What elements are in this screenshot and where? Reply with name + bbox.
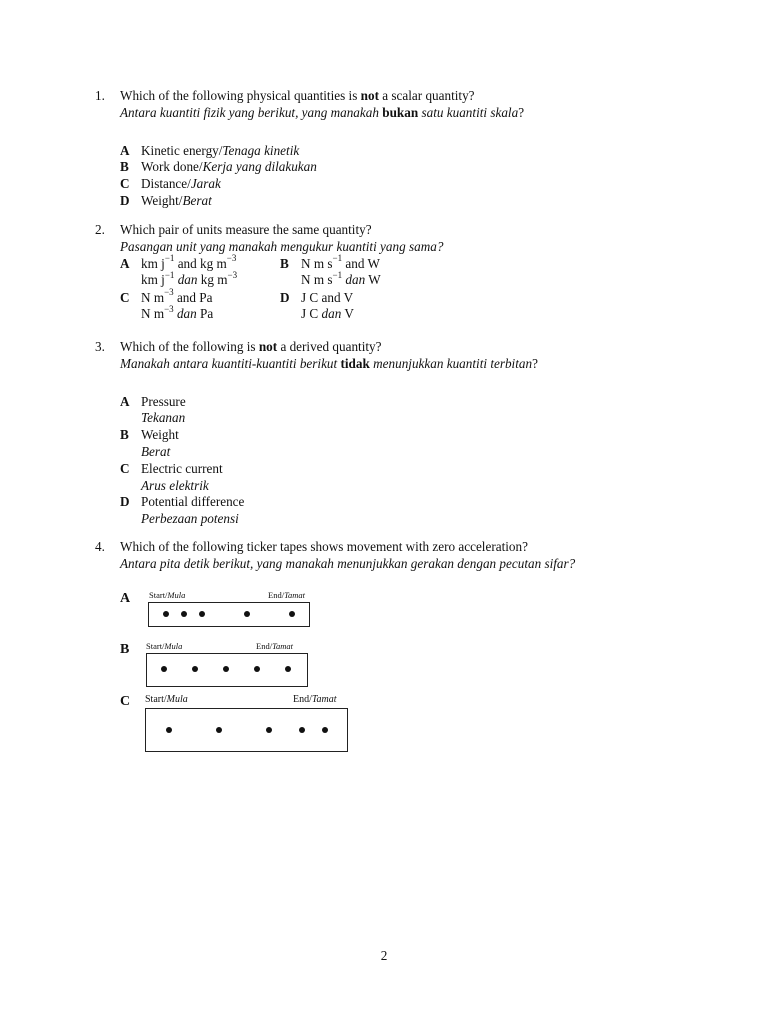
tape-dot (181, 611, 187, 617)
option-letter: B (120, 642, 130, 657)
question-text-en: Which of the following is not a derived quantity? (120, 339, 382, 354)
option-b[interactable]: B N m $s^{-1}$ and W N m $s^{-1}$ dan W (280, 253, 381, 288)
tape-start-label: Start/Mula (149, 590, 186, 600)
tape-dot (254, 666, 260, 672)
option-a[interactable] (120, 590, 320, 640)
tape-dot (163, 611, 169, 617)
question-text-ms: Antara pita detik berikut, yang manakah menunjukkan gerakan dengan pecutan sifar? (120, 555, 576, 571)
question-4 (95, 539, 715, 573)
option-c[interactable]: C Distance/Jarak (120, 176, 221, 192)
tape-dot (285, 666, 291, 672)
option-d[interactable]: D Weight/Berat (120, 192, 212, 208)
option-a[interactable]: A Kinetic energy/Tenaga kinetik (120, 142, 300, 158)
option-letter: A (120, 591, 131, 606)
tape-strip (148, 602, 310, 627)
tape-start-label: Start/Mula (145, 694, 188, 705)
option-c[interactable]: C N $m^{-3}$ and Pa N $m^{-3}$ dan Pa (120, 287, 214, 322)
option-b[interactable]: B Work done/Kerja yang dilakukan (120, 159, 317, 175)
tape-end-label: End/Tamat (256, 641, 294, 651)
ticker-tape-c (145, 694, 350, 752)
question-number: 4. (95, 539, 105, 554)
tape-dot (199, 611, 205, 617)
tape-dot (299, 727, 305, 733)
page-number: 2 (380, 948, 388, 963)
question-3 (95, 339, 715, 528)
tape-dot (322, 727, 328, 733)
question-number: 3. (95, 339, 105, 354)
tape-dot (216, 727, 222, 733)
option-a[interactable]: A Pressure Tekanan (120, 393, 186, 426)
question-1 (95, 88, 715, 210)
question-number: 1. (95, 88, 105, 103)
question-number: 2. (95, 222, 105, 237)
option-d[interactable]: D J C and V J C dan V (280, 289, 354, 322)
tape-strip (146, 653, 308, 687)
tape-dot (244, 611, 250, 617)
ticker-tape-a (148, 590, 312, 638)
tape-dot (289, 611, 295, 617)
question-text-en: Which pair of units measure the same quantity? (120, 222, 372, 237)
question-text-en: Which of the following ticker tapes shows movement with zero acceleration? (120, 539, 528, 554)
option-letter: C (120, 694, 131, 709)
tape-end-label: End/Tamat (293, 694, 337, 705)
tape-dot (266, 727, 272, 733)
question-2 (95, 222, 715, 323)
tape-dot (192, 666, 198, 672)
option-c[interactable]: C Electric current Arus elektrik (120, 460, 223, 493)
option-b[interactable] (120, 641, 320, 691)
option-c[interactable] (120, 694, 360, 754)
tape-dot (223, 666, 229, 672)
option-b[interactable]: B Weight Berat (120, 427, 179, 459)
tape-start-label: Start/Mula (146, 641, 183, 651)
option-a[interactable]: A km $j^{-1}$ and kg $m^{-3}$ km $j^{-1}$ dan kg $m^{-3}$ (120, 253, 238, 288)
tape-dot (166, 727, 172, 733)
option-d[interactable]: D Potential difference Perbezaan potensi (120, 494, 245, 527)
question-text-ms: Pasangan unit yang manakah mengukur kuantiti yang sama? (120, 238, 444, 254)
question-text-ms: Antara kuantiti fizik yang berikut, yang manakah bukan satu kuantiti skala? (120, 104, 525, 120)
ticker-tape-b (146, 641, 310, 689)
question-text-en: Which of the following physical quantities is not a scalar quantity? (120, 88, 475, 103)
question-text-ms: Manakah antara kuantiti-kuantiti berikut tidak menunjukkan kuantiti terbitan? (120, 355, 538, 371)
tape-dot (161, 666, 167, 672)
tape-strip (145, 708, 348, 752)
tape-end-label: End/Tamat (268, 590, 306, 600)
